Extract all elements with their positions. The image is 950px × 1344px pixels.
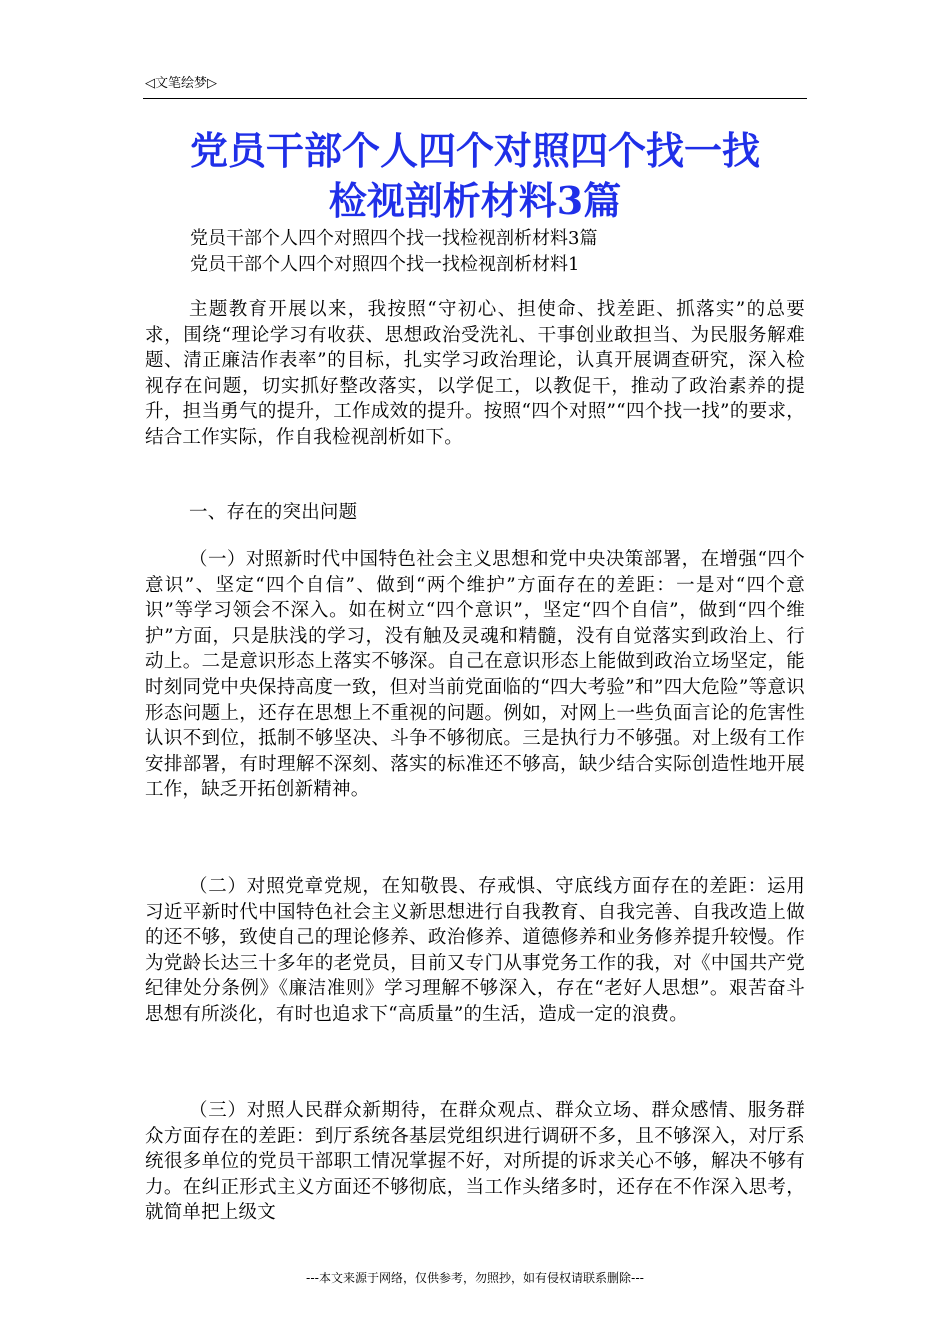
title-line-1: 党员干部个人四个对照四个找一找 bbox=[189, 128, 760, 173]
subtitle-line-2: 党员干部个人四个对照四个找一找检视剖析材料1 bbox=[190, 254, 580, 275]
section-heading: 一、存在的突出问题 bbox=[189, 502, 358, 523]
item-paragraph-3: （三）对照人民群众新期待，在群众观点、群众立场、群众感情、服务群众方面存在的差距：到厅系统各基层党组织进行调研不多，且不够深入，对厅系统很多单位的党员干部职工情况掌握不好，对所提的诉求关心不够，解决不够有力。在纠正形式主义方面还不够彻底，当工作头绪多时，还存在不作深入思考，就简单把上级文 bbox=[145, 1100, 805, 1224]
item-paragraph-2: （二）对照党章党规，在知敬畏、存戒惧、守底线方面存在的差距：运用习近平新时代中国特色社会主义新思想进行自我教育、自我完善、自我改造上做的还不够，致使自己的理论修养、政治修养、道德修养和业务修养提升较慢。作为党龄长达三十多年的老党员，目前又专门从事党务工作的我，对《中国共产党纪律处分条例》《廉洁准则》学习理解不够深入，存在“老好人思想”。艰苦奋斗思想有所淡化，有时也追求下“高质量”的生活，造成一定的浪费。 bbox=[145, 876, 805, 1025]
item-paragraph-1: （一）对照新时代中国特色社会主义思想和党中央决策部署，在增强“四个意识”、坚定“四个自信”、做到“两个维护”方面存在的差距：一是对“四个意识”等学习领会不深入。如在树立“四个意识”，坚定“四个自信”，做到“四个维护”方面，只是肤浅的学习，没有触及灵魂和精髓，没有自觉落实到政治上、行动上。二是意识形态上落实不够深。自己在意识形态上能做到政治立场坚定，能时刻同党中央保持高度一致，但对当前党面临的“四大考验”和”四大危险”等意识形态问题上，还存在思想上不重视的问题。例如，对网上一些负面言论的危害性认识不到位，抵制不够坚决、斗争不够彻底。三是执行力不够强。对上级有工作安排部署，有时理解不深刻、落实的标准还不够高，缺少结合实际创造性地开展工作，缺乏开拓创新精神。 bbox=[145, 549, 805, 801]
subtitle-line-1: 党员干部个人四个对照四个找一找检视剖析材料3篇 bbox=[190, 228, 598, 249]
intro-paragraph: 主题教育开展以来，我按照“守初心、担使命、找差距、抓落实”的总要求，围绕“理论学习有收获、思想政治受洗礼、干事创业敢担当、为民服务解难题、清正廉洁作表率”的目标，扎实学习政治理论，认真开展调查研究，深入检视存在问题，切实抓好整改落实，以学促工，以教促干，推动了政治素养的提升，担当勇气的提升，工作成效的提升。按照“四个对照”“四个找一找”的要求，结合工作实际，作自我检视剖析如下。 bbox=[145, 299, 805, 448]
title-line-2: 检视剖析材料3篇 bbox=[328, 178, 622, 223]
page-header bbox=[143, 74, 807, 99]
header-brand-text: ◁文笔绘梦▷ bbox=[145, 76, 217, 91]
document-title bbox=[143, 126, 807, 226]
page-footer-disclaimer: ---本文来源于网络，仅供参考，勿照抄，如有侵权请联系删除--- bbox=[306, 1271, 644, 1285]
